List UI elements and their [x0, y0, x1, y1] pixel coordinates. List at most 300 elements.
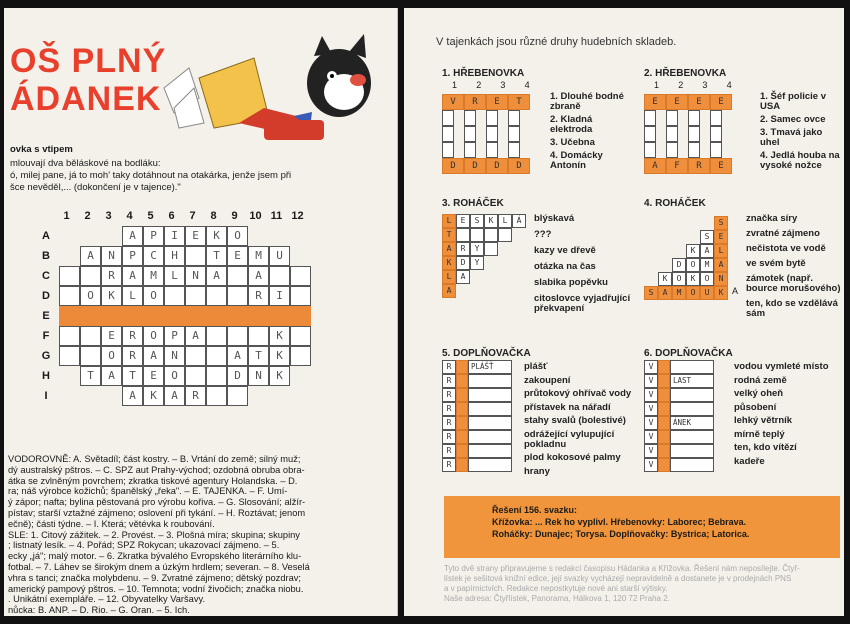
answer-cell[interactable]: LAST [670, 374, 714, 388]
crossword-cell[interactable] [269, 306, 290, 326]
crossword-cell[interactable] [206, 366, 227, 386]
clue-item: působení [734, 401, 777, 413]
column-number: 7 [189, 210, 196, 222]
clue-line: ra; náš výrobce kožichů; španělský „řeka". – E. TAJENKA. – F. Umí- [8, 486, 288, 497]
crossword-cell[interactable]: A [101, 366, 122, 386]
rohacek-cell[interactable]: D [672, 258, 686, 272]
clue-item: kadeře [734, 455, 765, 467]
comb-cell[interactable] [464, 126, 476, 142]
crossword-row [80, 246, 290, 266]
column-numbers [56, 210, 308, 222]
crossword-cell[interactable] [248, 306, 269, 326]
rohacek-cell[interactable]: L [442, 214, 456, 228]
answer-cell[interactable] [670, 430, 714, 444]
crossword-cell[interactable]: N [248, 366, 269, 386]
crossword-cell[interactable]: A [185, 326, 206, 346]
clue-line: ; listnatý lesík. – 4. Pořád; SPZ Rokycan; ukazovací zájmeno. – 5. [8, 540, 280, 551]
column-number: 2 [84, 210, 91, 222]
answer-cell[interactable] [468, 458, 512, 472]
crossword-cell[interactable] [206, 326, 227, 346]
clue-item: stahy svalů (bolestivé) [524, 415, 626, 426]
comb-cell[interactable] [644, 126, 656, 142]
answer-cell[interactable] [670, 402, 714, 416]
comb-cell[interactable] [666, 142, 678, 158]
crossword-cell[interactable]: R [185, 386, 206, 406]
first-letter-cell[interactable]: R [442, 458, 456, 472]
rohacek-cell[interactable] [456, 228, 470, 242]
crossword-cell[interactable]: P [143, 226, 164, 246]
footer-line: a v papírnictvích. Redakce nepostkytuje nové ani starší výtisky. [444, 584, 668, 593]
crossword-cell[interactable]: N [185, 266, 206, 286]
crossword-cell[interactable]: T [122, 366, 143, 386]
rohacek-cell[interactable] [498, 228, 512, 242]
crossword-cell[interactable]: K [269, 326, 290, 346]
row-letter: F [42, 330, 50, 342]
clue-line: nůcka: B. ANP. – D. Rio. – G. Oran. – 5. Ich. [8, 605, 190, 616]
solution-column-cell[interactable] [456, 402, 468, 416]
comb-cell[interactable] [464, 110, 476, 126]
answer-cell[interactable] [670, 388, 714, 402]
rohacek-cell[interactable]: A [700, 244, 714, 258]
clue-item: zámotek (např. bource morušového) [746, 273, 841, 294]
rohacek-cell[interactable] [484, 242, 498, 256]
crossword-cell[interactable]: K [143, 386, 164, 406]
crossword-cell[interactable]: A [227, 346, 248, 366]
crossword-cell[interactable] [185, 346, 206, 366]
rohacek-row [442, 214, 526, 228]
rohacek-cell[interactable]: L [714, 244, 728, 258]
s4-title: 4. ROHÁČEK [644, 198, 706, 209]
clue-item: průtokový ohřívač vody [524, 388, 632, 399]
answer-cell[interactable] [670, 360, 714, 374]
row-letter: D [42, 290, 50, 302]
crossword-cell[interactable]: E [227, 246, 248, 266]
first-letter-cell[interactable]: V [644, 416, 658, 430]
comb-cell[interactable] [464, 142, 476, 158]
answer-cell[interactable] [670, 458, 714, 472]
rohacek-cell[interactable]: K [484, 214, 498, 228]
clue-item: plášť [524, 361, 548, 372]
crossword-cell[interactable]: R [122, 326, 143, 346]
crossword-cell[interactable] [101, 306, 122, 326]
first-letter-cell[interactable]: V [644, 388, 658, 402]
s2-clues [760, 92, 840, 174]
first-letter-cell[interactable]: V [644, 374, 658, 388]
crossword-row [59, 346, 311, 366]
rohacek-row [442, 256, 484, 270]
page-title-line2: ÁDANEK [10, 80, 162, 118]
clue-item: 1. Šéf policie v USA [760, 91, 826, 112]
rohacek-cell[interactable]: K [658, 272, 672, 286]
comb-cell[interactable] [486, 142, 498, 158]
crossword-cell[interactable] [185, 246, 206, 266]
crossword-cell[interactable] [164, 306, 185, 326]
first-letter-cell[interactable]: R [442, 374, 456, 388]
crossword-cell[interactable] [185, 306, 206, 326]
crossword-cell[interactable]: K [269, 346, 290, 366]
rohacek-cell[interactable]: A [714, 258, 728, 272]
solution-column-cell[interactable] [658, 402, 670, 416]
rohacek-cell[interactable]: O [686, 258, 700, 272]
clue-item: mírně teplý [734, 428, 785, 440]
crossword-cell[interactable]: T [206, 246, 227, 266]
crossword-cell[interactable]: P [164, 326, 185, 346]
crossword-cell[interactable] [290, 266, 311, 286]
rohacek-cell[interactable]: S [644, 286, 658, 300]
comb-bottom-cell[interactable]: D [486, 158, 508, 174]
crossword-cell[interactable]: D [227, 366, 248, 386]
solution-column-cell[interactable] [456, 388, 468, 402]
first-letter-cell[interactable]: V [644, 444, 658, 458]
comb-cell[interactable] [508, 110, 520, 126]
first-letter-cell[interactable]: V [644, 402, 658, 416]
clue-item: odrážející vylupující pokladnu [524, 428, 615, 450]
comb-bottom-cell[interactable]: D [464, 158, 486, 174]
comb-cell[interactable] [710, 142, 722, 158]
column-number: 1 [63, 210, 70, 222]
crossword-cell[interactable]: A [206, 266, 227, 286]
crossword-cell[interactable] [248, 326, 269, 346]
comb-top-cell[interactable]: E [666, 94, 688, 110]
crossword-cell[interactable]: N [101, 246, 122, 266]
crossword-cell[interactable] [206, 386, 227, 406]
answer-cell[interactable] [468, 402, 512, 416]
comb-cell[interactable] [688, 110, 700, 126]
crossword-cell[interactable]: O [227, 226, 248, 246]
comb-top-cell[interactable]: E [644, 94, 666, 110]
crossword-cell[interactable] [59, 286, 80, 306]
crossword-cell[interactable] [143, 306, 164, 326]
s2-puzzle[interactable] [644, 80, 754, 170]
rohacek-cell[interactable]: O [672, 272, 686, 286]
comb-top-cell[interactable]: T [508, 94, 530, 110]
footer-text [444, 564, 840, 604]
comb-cell[interactable] [710, 110, 722, 126]
s1-puzzle[interactable] [442, 80, 552, 170]
first-letter-cell[interactable]: R [442, 416, 456, 430]
first-letter-cell[interactable]: V [644, 360, 658, 374]
rohacek-cell[interactable]: A [658, 286, 672, 300]
solution-column-cell[interactable] [456, 416, 468, 430]
crossword-cell[interactable]: A [122, 386, 143, 406]
row-letter: C [42, 270, 50, 282]
crossword-cell[interactable] [80, 346, 101, 366]
rohacek-cell[interactable]: M [700, 258, 714, 272]
rohacek-cell[interactable]: S [714, 216, 728, 230]
solution-column-cell[interactable] [456, 430, 468, 444]
clue-item: 2. Samec ovce [760, 114, 826, 125]
crossword-cell[interactable] [185, 286, 206, 306]
rohacek-row [442, 242, 498, 256]
rohacek-cell[interactable]: A [456, 270, 470, 284]
crossword-cell[interactable]: O [80, 286, 101, 306]
crossword-cell[interactable]: C [143, 246, 164, 266]
answer-cell[interactable]: ÁNEK [670, 416, 714, 430]
crossword-cell[interactable]: R [101, 266, 122, 286]
row-letters [36, 226, 56, 406]
comb-bottom-cell[interactable]: E [710, 158, 732, 174]
comb-bottom-cell[interactable]: D [442, 158, 464, 174]
first-letter-cell[interactable]: R [442, 360, 456, 374]
comb-cell[interactable] [508, 126, 520, 142]
right-page [404, 8, 844, 616]
rohacek-cell[interactable]: S [470, 214, 484, 228]
crossword-cell[interactable]: M [143, 266, 164, 286]
crossword-cell[interactable]: A [80, 246, 101, 266]
comb-top-cell[interactable]: R [464, 94, 486, 110]
rohacek-cell[interactable]: K [442, 256, 456, 270]
column-number: 12 [291, 210, 304, 222]
solution-column-cell[interactable] [658, 444, 670, 458]
solution-column-cell[interactable] [658, 388, 670, 402]
crossword-cell[interactable]: H [164, 246, 185, 266]
answer-cell[interactable] [670, 444, 714, 458]
column-number: 1 [654, 80, 660, 90]
rohacek-row [658, 272, 728, 286]
crossword-cell[interactable]: I [269, 286, 290, 306]
crossword-cell[interactable]: A [122, 266, 143, 286]
rohacek-cell[interactable]: T [442, 228, 456, 242]
answer-cell[interactable] [468, 430, 512, 444]
crossword-cell[interactable]: M [248, 246, 269, 266]
crossword-cell[interactable]: A [164, 386, 185, 406]
rohacek-cell[interactable]: Á [512, 214, 526, 228]
crossword-cell[interactable] [59, 266, 80, 286]
solution-column-cell[interactable] [456, 444, 468, 458]
comb-cell[interactable] [508, 142, 520, 158]
clue-line: ecky „já"; malý motor. – 6. Zkratka bývalého Evropského literárního klu- [8, 551, 302, 562]
crossword-cell[interactable]: E [101, 326, 122, 346]
crossword-cell[interactable] [59, 326, 80, 346]
s5-puzzle[interactable] [442, 360, 514, 480]
crossword-cell[interactable] [206, 346, 227, 366]
first-letter-cell[interactable]: R [442, 430, 456, 444]
s6-puzzle[interactable] [644, 360, 716, 480]
rohacek-cell[interactable]: D [456, 256, 470, 270]
row-letter: E [42, 310, 50, 322]
rohacek-cell[interactable]: R [456, 242, 470, 256]
comb-bottom-cell[interactable]: R [688, 158, 710, 174]
crossword-cell[interactable] [185, 366, 206, 386]
comb-top-cell[interactable]: V [442, 94, 464, 110]
footer-line: Tyto dvě strany připravujeme s redakcí časopisu Hádanka a Křížovka. Řešení nám neposílejte. Čtyř- [444, 564, 800, 573]
solution-column-cell[interactable] [456, 458, 468, 472]
crossword-cell[interactable] [80, 326, 101, 346]
crossword-cell[interactable]: A [143, 346, 164, 366]
answer-cell[interactable] [468, 416, 512, 430]
clue-item: kazy ve dřevě [534, 245, 596, 256]
first-letter-cell[interactable]: V [644, 458, 658, 472]
footer-line: lístek je sešitová knižní edice, její svazky vycházejí nepravidelně a dostanete je v prodejnách PNS [444, 574, 792, 583]
crossword-cell[interactable]: A [122, 226, 143, 246]
crossword-cell[interactable]: O [101, 346, 122, 366]
crossword-cell[interactable]: L [164, 266, 185, 286]
clue-item: lehký větrník [734, 415, 793, 426]
column-number: 4 [726, 80, 732, 90]
comb-top-cell[interactable]: E [688, 94, 710, 110]
rohacek-cell[interactable]: U [700, 286, 714, 300]
crossword-cell[interactable]: T [248, 346, 269, 366]
crossword-cell[interactable] [206, 286, 227, 306]
comb-cell[interactable] [666, 110, 678, 126]
rohacek-cell[interactable]: S [700, 230, 714, 244]
clue-item: ten, kdo se vzdělává sám [746, 298, 838, 319]
crossword-cell[interactable] [269, 266, 290, 286]
first-letter-cell[interactable]: R [442, 444, 456, 458]
crossword-cell[interactable]: L [122, 286, 143, 306]
first-letter-cell[interactable]: V [644, 430, 658, 444]
clue-item: ve svém bytě [746, 258, 806, 269]
crossword-cell[interactable]: U [269, 246, 290, 266]
crossword-cell[interactable] [164, 286, 185, 306]
crossword-cell[interactable]: R [248, 286, 269, 306]
crossword-cell[interactable] [290, 286, 311, 306]
page-title-line1: OŠ PLNÝ [10, 42, 167, 80]
crossword-cell[interactable]: A [248, 266, 269, 286]
clue-item: zvratné zájmeno [746, 228, 820, 239]
crossword-cell[interactable] [227, 286, 248, 306]
crossword-cell[interactable]: E [143, 366, 164, 386]
rohacek-cell[interactable]: K [686, 244, 700, 258]
column-number: 3 [500, 80, 506, 90]
clue-line: SLE: 1. Citový zážitek. – 2. Provést. – 3. Plošná míra; skupina; skupiny [8, 529, 300, 540]
comb-top-cell[interactable]: E [486, 94, 508, 110]
answer-cell[interactable] [468, 388, 512, 402]
crossword-cell[interactable] [290, 306, 311, 326]
crossword-cell[interactable] [290, 346, 311, 366]
crossword-cell[interactable]: I [164, 226, 185, 246]
s3-clues [534, 214, 644, 320]
crossword-cell[interactable]: R [122, 346, 143, 366]
s3-puzzle[interactable] [442, 212, 532, 308]
column-number: 11 [270, 210, 283, 222]
crossword-cell[interactable] [290, 326, 311, 346]
comb-bottom-cell[interactable]: A [644, 158, 666, 174]
rohacek-cell[interactable]: E [714, 230, 728, 244]
crossword-cell[interactable] [122, 306, 143, 326]
solution-column-cell[interactable] [658, 416, 670, 430]
crossword-cell[interactable] [206, 306, 227, 326]
clue-line: dý australský pštros. – C. SPZ aut Prahy-východ; ozdobná obruba obra- [8, 464, 305, 475]
comb-cell[interactable] [644, 110, 656, 126]
solution-column-cell[interactable] [658, 360, 670, 374]
crossword-cell[interactable] [227, 326, 248, 346]
s4-clues [746, 214, 844, 324]
answer-cell[interactable] [468, 444, 512, 458]
s6-title: 6. DOPLŇOVAČKA [644, 348, 733, 359]
crossword-cell[interactable]: K [269, 366, 290, 386]
crossword-row [122, 226, 248, 246]
comb-cell[interactable] [486, 126, 498, 142]
clue-line: fotbal. – 7. Láhev se širokým dnem a úzkým hrdlem; severan. – 8. Veselá [8, 561, 310, 572]
crossword-cell[interactable]: K [101, 286, 122, 306]
answer-cell[interactable]: PLÁŠŤ [468, 360, 512, 374]
rohacek-end-letter: A [732, 286, 739, 296]
comb-cell[interactable] [442, 142, 454, 158]
rohacek-cell[interactable]: Y [470, 256, 484, 270]
intro-line1: mlouvají dva běláskové na bodláku: [10, 158, 161, 169]
comb-cell[interactable] [710, 126, 722, 142]
first-letter-cell[interactable]: R [442, 388, 456, 402]
crossword-cell[interactable]: P [122, 246, 143, 266]
rohacek-cell[interactable]: L [498, 214, 512, 228]
s4-puzzle[interactable] [644, 212, 744, 318]
rohacek-cell[interactable]: O [686, 286, 700, 300]
clue-item: citoslovce vyjadřující překvapení [534, 293, 631, 314]
crossword-cell[interactable] [80, 266, 101, 286]
solution-column-cell[interactable] [456, 360, 468, 374]
rohacek-cell[interactable]: E [456, 214, 470, 228]
comb-top-cell[interactable]: E [710, 94, 732, 110]
clue-item: slabika popěvku [534, 277, 608, 288]
crossword-cell[interactable] [59, 306, 80, 326]
crossword-cell[interactable]: O [143, 326, 164, 346]
rohacek-cell[interactable]: L [442, 270, 456, 284]
rohacek-cell[interactable] [484, 228, 498, 242]
comb-cell[interactable] [688, 142, 700, 158]
comb-cell[interactable] [688, 126, 700, 142]
column-number: 4 [126, 210, 133, 222]
rohacek-cell[interactable]: A [442, 284, 456, 298]
comb-bottom-cell[interactable]: D [508, 158, 530, 174]
crossword-cell[interactable] [227, 386, 248, 406]
crossword-cell[interactable]: N [164, 346, 185, 366]
clue-item: 2. Kladná elektroda [550, 114, 593, 135]
rohacek-cell[interactable]: K [686, 272, 700, 286]
rohacek-row [714, 216, 728, 230]
crossword-cell[interactable]: T [80, 366, 101, 386]
crossword-cell[interactable]: O [143, 286, 164, 306]
clue-item: rodná země [734, 374, 787, 386]
clue-item: 4. Domácky Antonín [550, 150, 603, 171]
crossword-cell[interactable] [80, 306, 101, 326]
comb-bottom-cell[interactable]: F [666, 158, 688, 174]
comb-cell[interactable] [486, 110, 498, 126]
crossword-cell[interactable]: O [164, 366, 185, 386]
s3-title: 3. ROHÁČEK [442, 198, 504, 209]
rohacek-cell[interactable]: A [442, 242, 456, 256]
crossword-cell[interactable]: K [206, 226, 227, 246]
first-letter-cell[interactable]: R [442, 402, 456, 416]
crossword-cell[interactable] [227, 266, 248, 286]
comb-cell[interactable] [666, 126, 678, 142]
rohacek-cell[interactable]: N [714, 272, 728, 286]
solution-column-cell[interactable] [456, 374, 468, 388]
rohacek-cell[interactable]: Y [470, 242, 484, 256]
comb-cell[interactable] [442, 110, 454, 126]
solution-column-cell[interactable] [658, 430, 670, 444]
comb-cell[interactable] [644, 142, 656, 158]
clue-item: značka síry [746, 213, 798, 224]
subtitle: ovka s vtipem [10, 144, 73, 155]
column-number: 4 [524, 80, 530, 90]
answer-cell[interactable] [468, 374, 512, 388]
rohacek-cell[interactable]: K [714, 286, 728, 300]
rohacek-cell[interactable]: O [700, 272, 714, 286]
clue-item: 4. Jedlá houba na vysoké nožce [760, 150, 840, 171]
rohacek-cell[interactable]: M [672, 286, 686, 300]
comb-cell[interactable] [442, 126, 454, 142]
crossword-cell[interactable]: E [185, 226, 206, 246]
solution-column-cell[interactable] [658, 458, 670, 472]
crossword-cell[interactable] [227, 306, 248, 326]
crossword-row [59, 266, 311, 286]
clue-item: plod kokosové palmy [524, 452, 621, 463]
solution-column-cell[interactable] [658, 374, 670, 388]
column-number: 3 [702, 80, 708, 90]
rohacek-cell[interactable] [470, 228, 484, 242]
crossword-cell[interactable] [59, 346, 80, 366]
